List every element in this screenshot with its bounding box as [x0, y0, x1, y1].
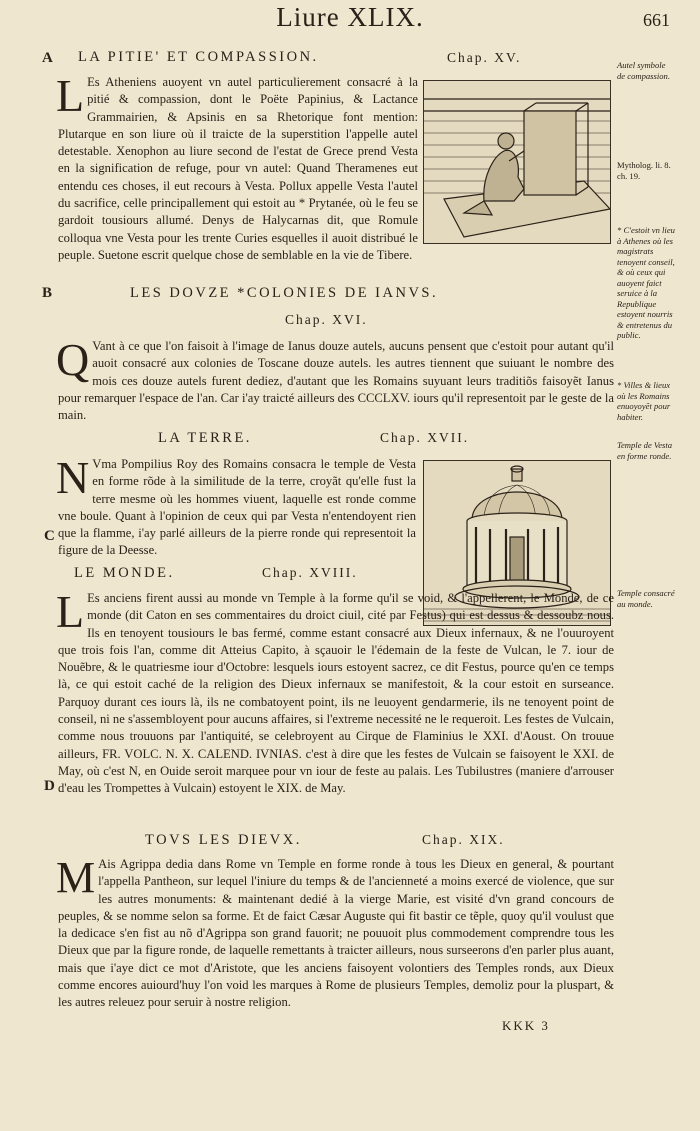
running-title: Liure XLIX.: [276, 2, 424, 32]
drop-cap-m: M: [56, 853, 96, 902]
signature-mark: KKK 3: [502, 1018, 550, 1033]
margin-letter-a: A: [42, 50, 53, 66]
marginal-note-vesta-temple: Temple de Vesta en forme ronde.: [617, 440, 673, 461]
marginal-note-prytanee: * C'estoit vn lieu à Athenes où les magistrats tenoyent conseil, & où ceux qui auoyent faict seruice à la Republique estoyent nourris & entretenus du public.: [617, 225, 675, 340]
marginal-note-world-temple: Temple consacré au monde.: [617, 588, 675, 609]
page-number: 661: [643, 10, 670, 30]
marginal-note-altar: Autel symbole de compassion.: [617, 60, 670, 81]
woodcut-altar-image: [423, 80, 611, 244]
section-heading-world: LE MONDE.: [74, 565, 175, 581]
marginal-note-mythology-ref: Mytholog. li. 8. ch. 19.: [617, 160, 671, 181]
chapter-label-16: Chap. XVI.: [285, 312, 368, 327]
section-text-world: L Es anciens firent aussi au monde vn Temple à la forme qu'il se void, & l'appellerent, le Monde, de ce monde (dit Caton en ses commentaires du droict ciuil, cité par Festus) qui est dessus & dessoubz nous. Ils en tenoyent tousiours le bas fermé, comme estant consacré aux Dieux infernaux, & ne l'ouuroyent que trois fois l'an, comme dit Atteius Capito, à sçauoir le l'édemain de la feste de Vulcan, le 7. iour de Nouẽbre, & le quatriesme iour d'Octobre: lesquels iours estoyent sacrez, ce dit Festus, pource qu'en ce temps là, ce qui estoit caché de la religion des Dieux infernaux se manifestoit, & la cour estoit en surseance. Parquoy durant ces iours là, ils ne combatoyent point, ils ne leuoyent gendarmerie, ils ne tenoyent point de conseil, ni ne s'assembloyent pour aucuns affaires, si l'extreme necessité ne le requeroit. Les festes de Vulcain, comme nous trouuons par l'antiquité, se celebroyent au Cirque de Flaminius le XXI. d'Aoust. On trouue ailleurs, FR. VOLC. N. X. CALEND. IVNIAS. c'est à dire que les festes de Vulcain se faisoyent le XXI. de May, où c'est N, en Ouide seroit marquee pour vn iour de feste au palais. Les Tubilustres (maniere d'arrouser d'eau les Trompettes à Vulcain) estoyent le XIX. de May.: [56, 586, 614, 796]
section-text-pity: L Es Atheniens auoyent vn autel particulierement consacré à la pitié & compassion, dont le Poëte Papinius, & Lactance Grammairien, & Apsinis en sa Rhetorique font mention: Plutarque en son liure où il traicte de la superstition l'appelle autel detestable. Xenophon au liure second de l'estat de Grece prend Vesta en la signification de refuge, pour vn autel: Quand Theramenes eut entendu ces choses, il eut recours à Vesta. Pollux appelle Vesta l'autel du sacrifice, celle principallement qui estoit au * Prytanée, où le feu se gardoit tousiours allumé. Denys de Halycarnas dit, que Romule colloqua vne Vesta pour les trente Curies esquelles il auoit distribué le peuple. Suetone escrit quelque chose de semblable en la vie de Tibere.: [56, 70, 418, 262]
drop-cap-n: N: [56, 452, 90, 503]
chapter-label-17: Chap. XVII.: [380, 430, 470, 445]
section-text-earth: N Vma Pompilius Roy des Romains consacra le temple de Vesta en forme rõde à la similitude de la terre, croyãt qu'elle fust la terre mesme où les hommes viuent, laquelle est ronde comme vne boule. Quant à l'opinion de ceux qui par Vesta n'entendoyent rien que la flamme, i'ay parlé ailleurs de la pierre ronde qui representoit la figure de la Deesse.: [56, 452, 416, 558]
marginal-note-colonies: * Villes & lieux où les Romains enuoyoyẽt pour habiter.: [617, 380, 671, 422]
chapter-label-19: Chap. XIX.: [422, 832, 505, 847]
section-text-all-gods: M Ais Agrippa dedia dans Rome vn Temple en forme ronde à tous les Dieux en general, & pourtant l'appella Pantheon, sur lequel l'iniure du temps & de l'ancienneté a moins exercé de violence, que sur les autres monuments: & maintenant dedié à la vierge Marie, est visité d'vn grand concours de peuples, & se nomme selon sa forme. Et de faict Cæsar Auguste qui fit bastir ce tẽple, quoy qu'il voulust que la dedicace s'en fist au nõ d'Agrippa son grand fauorit; ne pouuoit plus commodement comprendre tous les Dieux que par la figure ronde, de laquelle remettants à traicter ailleurs, nous surseerons d'en parler plus auant, mais que i'aye dict ce mot d'Aristote, que les anciens faisoyent volontiers des Temples ronds, aux Dieux comme encores auiourd'huy l'on void les marques à Rome de plusieurs Temples, demoliz pour la pluspart, & les autres releuez pour seruir à nostre religion.: [56, 853, 614, 1010]
drop-cap-l: L: [56, 70, 85, 121]
section-heading-earth: LA TERRE.: [158, 430, 252, 446]
drop-cap-l-2: L: [56, 586, 85, 637]
margin-letter-c: C: [44, 528, 55, 544]
section-heading-colonies: LES DOVZE *COLONIES DE IANVS.: [130, 285, 439, 301]
section-text-colonies: Q Vant à ce que l'on faisoit à l'image de Ianus douze autels, aucuns pensent que c'estoit pour autant qu'il auoit consacré aux colonies de Toscane douze autels. les autres tiennent que suiuant le nombre des mois ces douze autels furent dediez, d'autant que les Romains suyuant leurs traditiõs faisoyẽt Ianus pour remarquer l'espace de l'an. Car i'ay traicté ailleurs des CCCLXV. iours qu'il representoit par le geste de la main.: [56, 334, 614, 423]
margin-letter-b: B: [42, 285, 53, 301]
margin-letter-d: D: [44, 778, 55, 794]
chapter-label-15: Chap. XV.: [447, 50, 522, 65]
chapter-label-18: Chap. XVIII.: [262, 565, 358, 580]
section-heading-pity: LA PITIE' ET COMPASSION.: [78, 49, 319, 65]
drop-cap-q: Q: [56, 334, 90, 385]
section-heading-all-gods: TOVS LES DIEVX.: [145, 832, 302, 848]
